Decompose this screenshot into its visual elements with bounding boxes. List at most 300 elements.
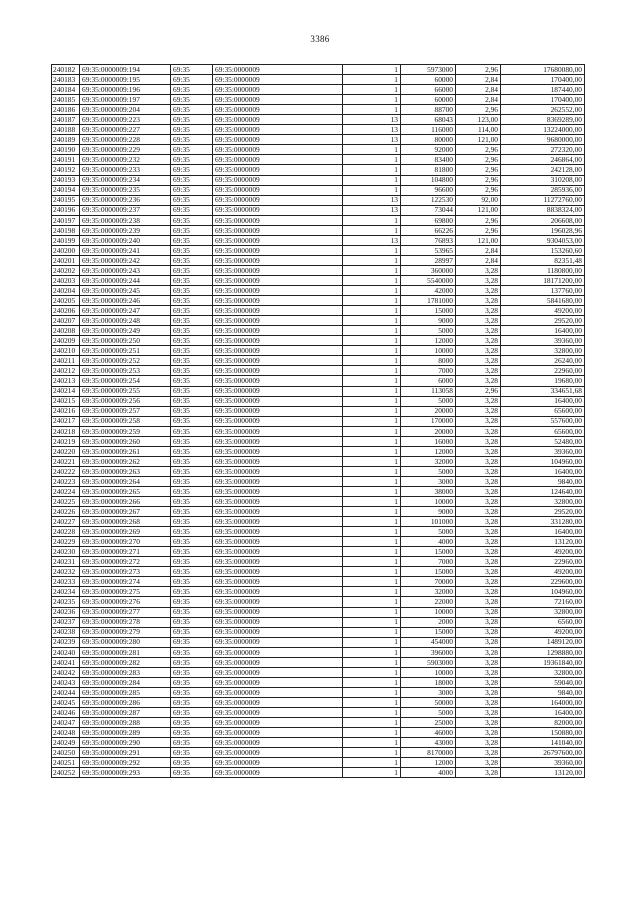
table-row xyxy=(52,145,585,155)
quarter-code-cell: 69:35:0000009 xyxy=(213,286,343,296)
group-code-cell: 1 xyxy=(343,517,401,527)
cadastral-number-cell: 69:35:0000009:248 xyxy=(80,316,171,326)
table-row xyxy=(52,537,585,547)
cadastral-number-cell: 69:35:0000009:236 xyxy=(80,195,171,205)
district-code-cell: 69:35 xyxy=(171,125,213,135)
cadastral-value-cell: 310208,00 xyxy=(501,175,585,185)
cadastral-number-cell: 69:35:0000009:256 xyxy=(80,396,171,406)
area-cell: 6000 xyxy=(401,376,456,386)
cadastral-number-cell: 69:35:0000009:284 xyxy=(80,677,171,687)
table-row xyxy=(52,275,585,285)
group-code-cell: 13 xyxy=(343,135,401,145)
area-cell: 9000 xyxy=(401,507,456,517)
cadastral-number-cell: 69:35:0000009:277 xyxy=(80,607,171,617)
specific-value-cell: 3,28 xyxy=(456,466,501,476)
cadastral-number-cell: 69:35:0000009:234 xyxy=(80,175,171,185)
table-row xyxy=(52,225,585,235)
table-row xyxy=(52,547,585,557)
row-number-cell: 240247 xyxy=(52,718,80,728)
table-row xyxy=(52,667,585,677)
district-code-cell: 69:35 xyxy=(171,105,213,115)
cadastral-value-cell: 39360,00 xyxy=(501,758,585,768)
area-cell: 15000 xyxy=(401,547,456,557)
quarter-code-cell: 69:35:0000009 xyxy=(213,517,343,527)
district-code-cell: 69:35 xyxy=(171,346,213,356)
table-row xyxy=(52,728,585,738)
table-row xyxy=(52,507,585,517)
district-code-cell: 69:35 xyxy=(171,326,213,336)
cadastral-number-cell: 69:35:0000009:251 xyxy=(80,346,171,356)
cadastral-value-cell: 1489120,00 xyxy=(501,637,585,647)
row-number-cell: 240251 xyxy=(52,758,80,768)
district-code-cell: 69:35 xyxy=(171,466,213,476)
specific-value-cell: 2,84 xyxy=(456,75,501,85)
table-row xyxy=(52,175,585,185)
table-row xyxy=(52,718,585,728)
row-number-cell: 240209 xyxy=(52,336,80,346)
group-code-cell: 1 xyxy=(343,627,401,637)
table-row xyxy=(52,617,585,627)
cadastral-number-cell: 69:35:0000009:241 xyxy=(80,245,171,255)
quarter-code-cell: 69:35:0000009 xyxy=(213,416,343,426)
area-cell: 170000 xyxy=(401,416,456,426)
row-number-cell: 240219 xyxy=(52,436,80,446)
cadastral-number-cell: 69:35:0000009:273 xyxy=(80,567,171,577)
specific-value-cell: 3,28 xyxy=(456,567,501,577)
cadastral-value-cell: 49200,00 xyxy=(501,547,585,557)
group-code-cell: 1 xyxy=(343,748,401,758)
cadastral-number-cell: 69:35:0000009:223 xyxy=(80,115,171,125)
cadastral-value-cell: 124640,00 xyxy=(501,486,585,496)
table-row xyxy=(52,738,585,748)
district-code-cell: 69:35 xyxy=(171,607,213,617)
specific-value-cell: 3,28 xyxy=(456,446,501,456)
row-number-cell: 240190 xyxy=(52,145,80,155)
area-cell: 10000 xyxy=(401,346,456,356)
row-number-cell: 240213 xyxy=(52,376,80,386)
district-code-cell: 69:35 xyxy=(171,537,213,547)
group-code-cell: 1 xyxy=(343,426,401,436)
cadastral-number-cell: 69:35:0000009:271 xyxy=(80,547,171,557)
specific-value-cell: 3,28 xyxy=(456,396,501,406)
row-number-cell: 240220 xyxy=(52,446,80,456)
quarter-code-cell: 69:35:0000009 xyxy=(213,326,343,336)
cadastral-value-cell: 29520,00 xyxy=(501,316,585,326)
group-code-cell: 1 xyxy=(343,486,401,496)
row-number-cell: 240224 xyxy=(52,486,80,496)
table-row xyxy=(52,316,585,326)
district-code-cell: 69:35 xyxy=(171,637,213,647)
cadastral-number-cell: 69:35:0000009:195 xyxy=(80,75,171,85)
row-number-cell: 240214 xyxy=(52,386,80,396)
group-code-cell: 1 xyxy=(343,225,401,235)
table-row xyxy=(52,677,585,687)
table-row xyxy=(52,607,585,617)
specific-value-cell: 2,96 xyxy=(456,145,501,155)
cadastral-value-cell: 59040,00 xyxy=(501,677,585,687)
table-row xyxy=(52,426,585,436)
table-row xyxy=(52,185,585,195)
specific-value-cell: 2,84 xyxy=(456,95,501,105)
quarter-code-cell: 69:35:0000009 xyxy=(213,75,343,85)
quarter-code-cell: 69:35:0000009 xyxy=(213,738,343,748)
group-code-cell: 1 xyxy=(343,708,401,718)
group-code-cell: 1 xyxy=(343,677,401,687)
row-number-cell: 240211 xyxy=(52,356,80,366)
cadastral-value-cell: 39360,00 xyxy=(501,446,585,456)
group-code-cell: 1 xyxy=(343,286,401,296)
table-row xyxy=(52,135,585,145)
cadastral-number-cell: 69:35:0000009:265 xyxy=(80,486,171,496)
table-row xyxy=(52,255,585,265)
area-cell: 3000 xyxy=(401,687,456,697)
cadastral-value-cell: 16400,00 xyxy=(501,326,585,336)
group-code-cell: 1 xyxy=(343,245,401,255)
group-code-cell: 1 xyxy=(343,728,401,738)
specific-value-cell: 2,84 xyxy=(456,245,501,255)
group-code-cell: 1 xyxy=(343,497,401,507)
group-code-cell: 1 xyxy=(343,85,401,95)
row-number-cell: 240241 xyxy=(52,657,80,667)
group-code-cell: 1 xyxy=(343,155,401,165)
quarter-code-cell: 69:35:0000009 xyxy=(213,275,343,285)
area-cell: 5973000 xyxy=(401,65,456,75)
cadastral-value-cell: 104960,00 xyxy=(501,587,585,597)
quarter-code-cell: 69:35:0000009 xyxy=(213,376,343,386)
cadastral-value-table xyxy=(51,64,585,778)
group-code-cell: 1 xyxy=(343,507,401,517)
area-cell: 20000 xyxy=(401,406,456,416)
area-cell: 46000 xyxy=(401,728,456,738)
row-number-cell: 240232 xyxy=(52,567,80,577)
district-code-cell: 69:35 xyxy=(171,567,213,577)
table-row xyxy=(52,376,585,386)
cadastral-value-cell: 16400,00 xyxy=(501,396,585,406)
cadastral-value-cell: 9304053,00 xyxy=(501,235,585,245)
cadastral-number-cell: 69:35:0000009:229 xyxy=(80,145,171,155)
cadastral-value-cell: 9840,00 xyxy=(501,476,585,486)
row-number-cell: 240243 xyxy=(52,677,80,687)
quarter-code-cell: 69:35:0000009 xyxy=(213,306,343,316)
group-code-cell: 1 xyxy=(343,537,401,547)
district-code-cell: 69:35 xyxy=(171,597,213,607)
cadastral-number-cell: 69:35:0000009:250 xyxy=(80,336,171,346)
area-cell: 5000 xyxy=(401,527,456,537)
district-code-cell: 69:35 xyxy=(171,115,213,125)
cadastral-number-cell: 69:35:0000009:261 xyxy=(80,446,171,456)
group-code-cell: 1 xyxy=(343,95,401,105)
quarter-code-cell: 69:35:0000009 xyxy=(213,687,343,697)
district-code-cell: 69:35 xyxy=(171,557,213,567)
cadastral-number-cell: 69:35:0000009:274 xyxy=(80,577,171,587)
table-row xyxy=(52,527,585,537)
specific-value-cell: 3,28 xyxy=(456,486,501,496)
quarter-code-cell: 69:35:0000009 xyxy=(213,215,343,225)
area-cell: 69800 xyxy=(401,215,456,225)
area-cell: 5540000 xyxy=(401,275,456,285)
table-row xyxy=(52,115,585,125)
table-row xyxy=(52,557,585,567)
group-code-cell: 1 xyxy=(343,326,401,336)
cadastral-value-cell: 26240,00 xyxy=(501,356,585,366)
group-code-cell: 1 xyxy=(343,758,401,768)
cadastral-number-cell: 69:35:0000009:249 xyxy=(80,326,171,336)
page-number: 3386 xyxy=(310,34,330,44)
cadastral-value-cell: 13224000,00 xyxy=(501,125,585,135)
row-number-cell: 240246 xyxy=(52,708,80,718)
cadastral-value-cell: 19680,00 xyxy=(501,376,585,386)
district-code-cell: 69:35 xyxy=(171,145,213,155)
area-cell: 5000 xyxy=(401,708,456,718)
area-cell: 15000 xyxy=(401,627,456,637)
district-code-cell: 69:35 xyxy=(171,657,213,667)
specific-value-cell: 3,28 xyxy=(456,637,501,647)
table-row xyxy=(52,195,585,205)
table-row xyxy=(52,517,585,527)
table-row xyxy=(52,708,585,718)
row-number-cell: 240204 xyxy=(52,286,80,296)
specific-value-cell: 2,96 xyxy=(456,155,501,165)
specific-value-cell: 3,28 xyxy=(456,647,501,657)
cadastral-number-cell: 69:35:0000009:240 xyxy=(80,235,171,245)
cadastral-value-cell: 49200,00 xyxy=(501,627,585,637)
group-code-cell: 1 xyxy=(343,687,401,697)
cadastral-value-cell: 32800,00 xyxy=(501,667,585,677)
cadastral-number-cell: 69:35:0000009:196 xyxy=(80,85,171,95)
quarter-code-cell: 69:35:0000009 xyxy=(213,95,343,105)
district-code-cell: 69:35 xyxy=(171,677,213,687)
cadastral-value-cell: 49200,00 xyxy=(501,567,585,577)
quarter-code-cell: 69:35:0000009 xyxy=(213,446,343,456)
cadastral-value-cell: 170400,00 xyxy=(501,75,585,85)
cadastral-value-cell: 16400,00 xyxy=(501,708,585,718)
district-code-cell: 69:35 xyxy=(171,85,213,95)
group-code-cell: 1 xyxy=(343,275,401,285)
row-number-cell: 240206 xyxy=(52,306,80,316)
area-cell: 60000 xyxy=(401,75,456,85)
cadastral-value-cell: 153260,60 xyxy=(501,245,585,255)
group-code-cell: 1 xyxy=(343,406,401,416)
quarter-code-cell: 69:35:0000009 xyxy=(213,728,343,738)
group-code-cell: 1 xyxy=(343,185,401,195)
specific-value-cell: 3,28 xyxy=(456,426,501,436)
quarter-code-cell: 69:35:0000009 xyxy=(213,456,343,466)
group-code-cell: 1 xyxy=(343,647,401,657)
row-number-cell: 240218 xyxy=(52,426,80,436)
area-cell: 32000 xyxy=(401,456,456,466)
row-number-cell: 240185 xyxy=(52,95,80,105)
area-cell: 101000 xyxy=(401,517,456,527)
district-code-cell: 69:35 xyxy=(171,507,213,517)
cadastral-number-cell: 69:35:0000009:235 xyxy=(80,185,171,195)
cadastral-value-cell: 557600,00 xyxy=(501,416,585,426)
group-code-cell: 1 xyxy=(343,145,401,155)
district-code-cell: 69:35 xyxy=(171,708,213,718)
district-code-cell: 69:35 xyxy=(171,95,213,105)
specific-value-cell: 3,28 xyxy=(456,456,501,466)
group-code-cell: 13 xyxy=(343,125,401,135)
quarter-code-cell: 69:35:0000009 xyxy=(213,316,343,326)
group-code-cell: 1 xyxy=(343,416,401,426)
group-code-cell: 1 xyxy=(343,255,401,265)
table-row xyxy=(52,396,585,406)
cadastral-number-cell: 69:35:0000009:239 xyxy=(80,225,171,235)
table-row xyxy=(52,416,585,426)
area-cell: 68043 xyxy=(401,115,456,125)
row-number-cell: 240249 xyxy=(52,738,80,748)
quarter-code-cell: 69:35:0000009 xyxy=(213,657,343,667)
district-code-cell: 69:35 xyxy=(171,265,213,275)
quarter-code-cell: 69:35:0000009 xyxy=(213,115,343,125)
district-code-cell: 69:35 xyxy=(171,175,213,185)
specific-value-cell: 3,28 xyxy=(456,617,501,627)
district-code-cell: 69:35 xyxy=(171,165,213,175)
row-number-cell: 240198 xyxy=(52,225,80,235)
quarter-code-cell: 69:35:0000009 xyxy=(213,537,343,547)
specific-value-cell: 3,28 xyxy=(456,587,501,597)
specific-value-cell: 2,96 xyxy=(456,105,501,115)
cadastral-number-cell: 69:35:0000009:253 xyxy=(80,366,171,376)
specific-value-cell: 92,00 xyxy=(456,195,501,205)
row-number-cell: 240250 xyxy=(52,748,80,758)
cadastral-number-cell: 69:35:0000009:278 xyxy=(80,617,171,627)
district-code-cell: 69:35 xyxy=(171,135,213,145)
cadastral-number-cell: 69:35:0000009:242 xyxy=(80,255,171,265)
cadastral-value-cell: 242128,00 xyxy=(501,165,585,175)
area-cell: 22000 xyxy=(401,597,456,607)
row-number-cell: 240183 xyxy=(52,75,80,85)
cadastral-value-cell: 82000,00 xyxy=(501,718,585,728)
area-cell: 396000 xyxy=(401,647,456,657)
area-cell: 8000 xyxy=(401,356,456,366)
group-code-cell: 13 xyxy=(343,235,401,245)
group-code-cell: 1 xyxy=(343,165,401,175)
area-cell: 66226 xyxy=(401,225,456,235)
cadastral-value-cell: 29520,00 xyxy=(501,507,585,517)
cadastral-value-cell: 141040,00 xyxy=(501,738,585,748)
area-cell: 42000 xyxy=(401,286,456,296)
group-code-cell: 1 xyxy=(343,366,401,376)
area-cell: 12000 xyxy=(401,758,456,768)
specific-value-cell: 3,28 xyxy=(456,316,501,326)
specific-value-cell: 3,28 xyxy=(456,366,501,376)
group-code-cell: 1 xyxy=(343,567,401,577)
row-number-cell: 240189 xyxy=(52,135,80,145)
row-number-cell: 240186 xyxy=(52,105,80,115)
row-number-cell: 240205 xyxy=(52,296,80,306)
table-row xyxy=(52,627,585,637)
specific-value-cell: 2,84 xyxy=(456,85,501,95)
group-code-cell: 1 xyxy=(343,75,401,85)
cadastral-number-cell: 69:35:0000009:288 xyxy=(80,718,171,728)
quarter-code-cell: 69:35:0000009 xyxy=(213,205,343,215)
area-cell: 116000 xyxy=(401,125,456,135)
group-code-cell: 1 xyxy=(343,346,401,356)
table-row xyxy=(52,336,585,346)
cadastral-number-cell: 69:35:0000009:280 xyxy=(80,637,171,647)
cadastral-value-cell: 72160,00 xyxy=(501,597,585,607)
quarter-code-cell: 69:35:0000009 xyxy=(213,426,343,436)
quarter-code-cell: 69:35:0000009 xyxy=(213,476,343,486)
table-row xyxy=(52,306,585,316)
quarter-code-cell: 69:35:0000009 xyxy=(213,466,343,476)
cadastral-value-cell: 32800,00 xyxy=(501,607,585,617)
specific-value-cell: 121,00 xyxy=(456,135,501,145)
group-code-cell: 1 xyxy=(343,738,401,748)
cadastral-value-cell: 65600,00 xyxy=(501,426,585,436)
cadastral-number-cell: 69:35:0000009:282 xyxy=(80,657,171,667)
cadastral-value-cell: 1298880,00 xyxy=(501,647,585,657)
specific-value-cell: 3,28 xyxy=(456,326,501,336)
group-code-cell: 1 xyxy=(343,587,401,597)
cadastral-value-cell: 39360,00 xyxy=(501,336,585,346)
cadastral-value-cell: 13120,00 xyxy=(501,537,585,547)
group-code-cell: 1 xyxy=(343,617,401,627)
specific-value-cell: 3,28 xyxy=(456,275,501,285)
cadastral-number-cell: 69:35:0000009:204 xyxy=(80,105,171,115)
specific-value-cell: 3,28 xyxy=(456,537,501,547)
specific-value-cell: 3,28 xyxy=(456,286,501,296)
group-code-cell: 1 xyxy=(343,65,401,75)
area-cell: 88700 xyxy=(401,105,456,115)
district-code-cell: 69:35 xyxy=(171,185,213,195)
row-number-cell: 240231 xyxy=(52,557,80,567)
table-row xyxy=(52,85,585,95)
group-code-cell: 1 xyxy=(343,306,401,316)
cadastral-value-cell: 26797600,00 xyxy=(501,748,585,758)
specific-value-cell: 2,96 xyxy=(456,175,501,185)
row-number-cell: 240192 xyxy=(52,165,80,175)
cadastral-number-cell: 69:35:0000009:228 xyxy=(80,135,171,145)
group-code-cell: 13 xyxy=(343,115,401,125)
district-code-cell: 69:35 xyxy=(171,75,213,85)
table-row xyxy=(52,436,585,446)
specific-value-cell: 121,00 xyxy=(456,235,501,245)
specific-value-cell: 3,28 xyxy=(456,607,501,617)
area-cell: 60000 xyxy=(401,95,456,105)
specific-value-cell: 3,28 xyxy=(456,768,501,778)
cadastral-number-cell: 69:35:0000009:276 xyxy=(80,597,171,607)
cadastral-value-cell: 52480,00 xyxy=(501,436,585,446)
cadastral-value-cell: 196028,96 xyxy=(501,225,585,235)
district-code-cell: 69:35 xyxy=(171,306,213,316)
area-cell: 76893 xyxy=(401,235,456,245)
cadastral-number-cell: 69:35:0000009:245 xyxy=(80,286,171,296)
row-number-cell: 240239 xyxy=(52,637,80,647)
row-number-cell: 240226 xyxy=(52,507,80,517)
district-code-cell: 69:35 xyxy=(171,396,213,406)
district-code-cell: 69:35 xyxy=(171,768,213,778)
group-code-cell: 1 xyxy=(343,466,401,476)
specific-value-cell: 3,28 xyxy=(456,677,501,687)
row-number-cell: 240210 xyxy=(52,346,80,356)
specific-value-cell: 3,28 xyxy=(456,497,501,507)
district-code-cell: 69:35 xyxy=(171,255,213,265)
quarter-code-cell: 69:35:0000009 xyxy=(213,677,343,687)
district-code-cell: 69:35 xyxy=(171,456,213,466)
group-code-cell: 1 xyxy=(343,527,401,537)
table-row xyxy=(52,497,585,507)
district-code-cell: 69:35 xyxy=(171,718,213,728)
cadastral-number-cell: 69:35:0000009:285 xyxy=(80,687,171,697)
district-code-cell: 69:35 xyxy=(171,687,213,697)
district-code-cell: 69:35 xyxy=(171,667,213,677)
specific-value-cell: 3,28 xyxy=(456,416,501,426)
area-cell: 5000 xyxy=(401,396,456,406)
row-number-cell: 240182 xyxy=(52,65,80,75)
quarter-code-cell: 69:35:0000009 xyxy=(213,647,343,657)
quarter-code-cell: 69:35:0000009 xyxy=(213,748,343,758)
